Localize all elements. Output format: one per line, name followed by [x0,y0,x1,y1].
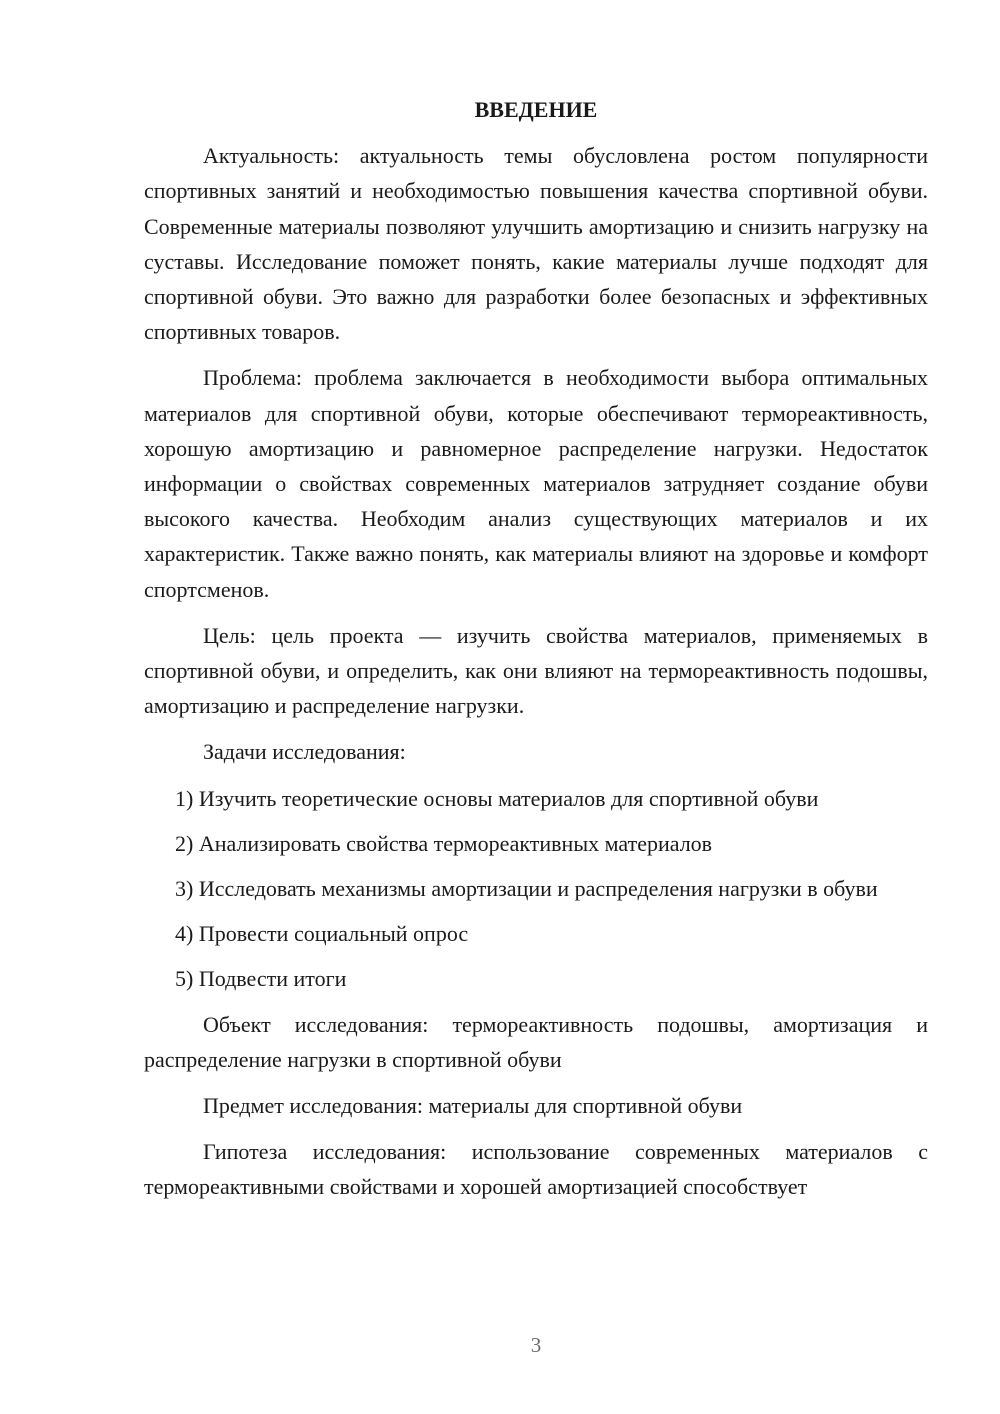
document-page [144,92,928,1216]
task-item-2: 2) Анализировать свойства термореактивных материалов [175,830,713,856]
hypothesis-paragraph: Гипотеза исследования: использование современных материалов с термореактивными свойствами и хорошей амортизацией способствует [144,1139,928,1200]
object-paragraph: Объект исследования: термореактивность подошвы, амортизация и распределение нагрузки в спортивной обуви [144,1011,928,1072]
relevance-paragraph: Актуальность: актуальность темы обусловлена ростом популярности спортивных занятий и необходимостью повышения качества спортивной обуви. Современные материалы позволяют улучшить амортизацию и снизить нагрузку на суставы. Исследование поможет понять, какие материалы лучше подходят для спортивной обуви. Это важно для разработки более безопасных и эффективных спортивных товаров. [144,143,928,345]
tasks-heading: Задачи исследования: [203,739,406,765]
goal-paragraph: Цель: цель проекта — изучить свойства материалов, применяемых в спортивной обуви, и определить, как они влияют на термореактивность подошвы, амортизацию и распределение нагрузки. [144,622,928,719]
task-item-5: 5) Подвести итоги [175,966,347,992]
problem-paragraph: Проблема: проблема заключается в необходимости выбора оптимальных материалов для спортивной обуви, которые обеспечивают термореактивность, хорошую амортизацию и равномерное распределение нагрузки. Недостаток информации о свойствах современных материалов затрудняет создание обуви высокого качества. Необходим анализ существующих материалов и их характеристик. Также важно понять, как материалы влияют на здоровье и комфорт спортсменов. [144,365,928,602]
task-item-3: 3) Исследовать механизмы амортизации и распределения нагрузки в обуви [175,876,878,902]
task-item-4: 4) Провести социальный опрос [175,921,469,947]
page-number: 3 [530,1333,542,1357]
page-title: ВВЕДЕНИЕ [474,97,598,122]
task-item-1: 1) Изучить теоретические основы материалов для спортивной обуви [175,785,819,811]
subject-paragraph: Предмет исследования: материалы для спортивной обуви [203,1093,743,1119]
